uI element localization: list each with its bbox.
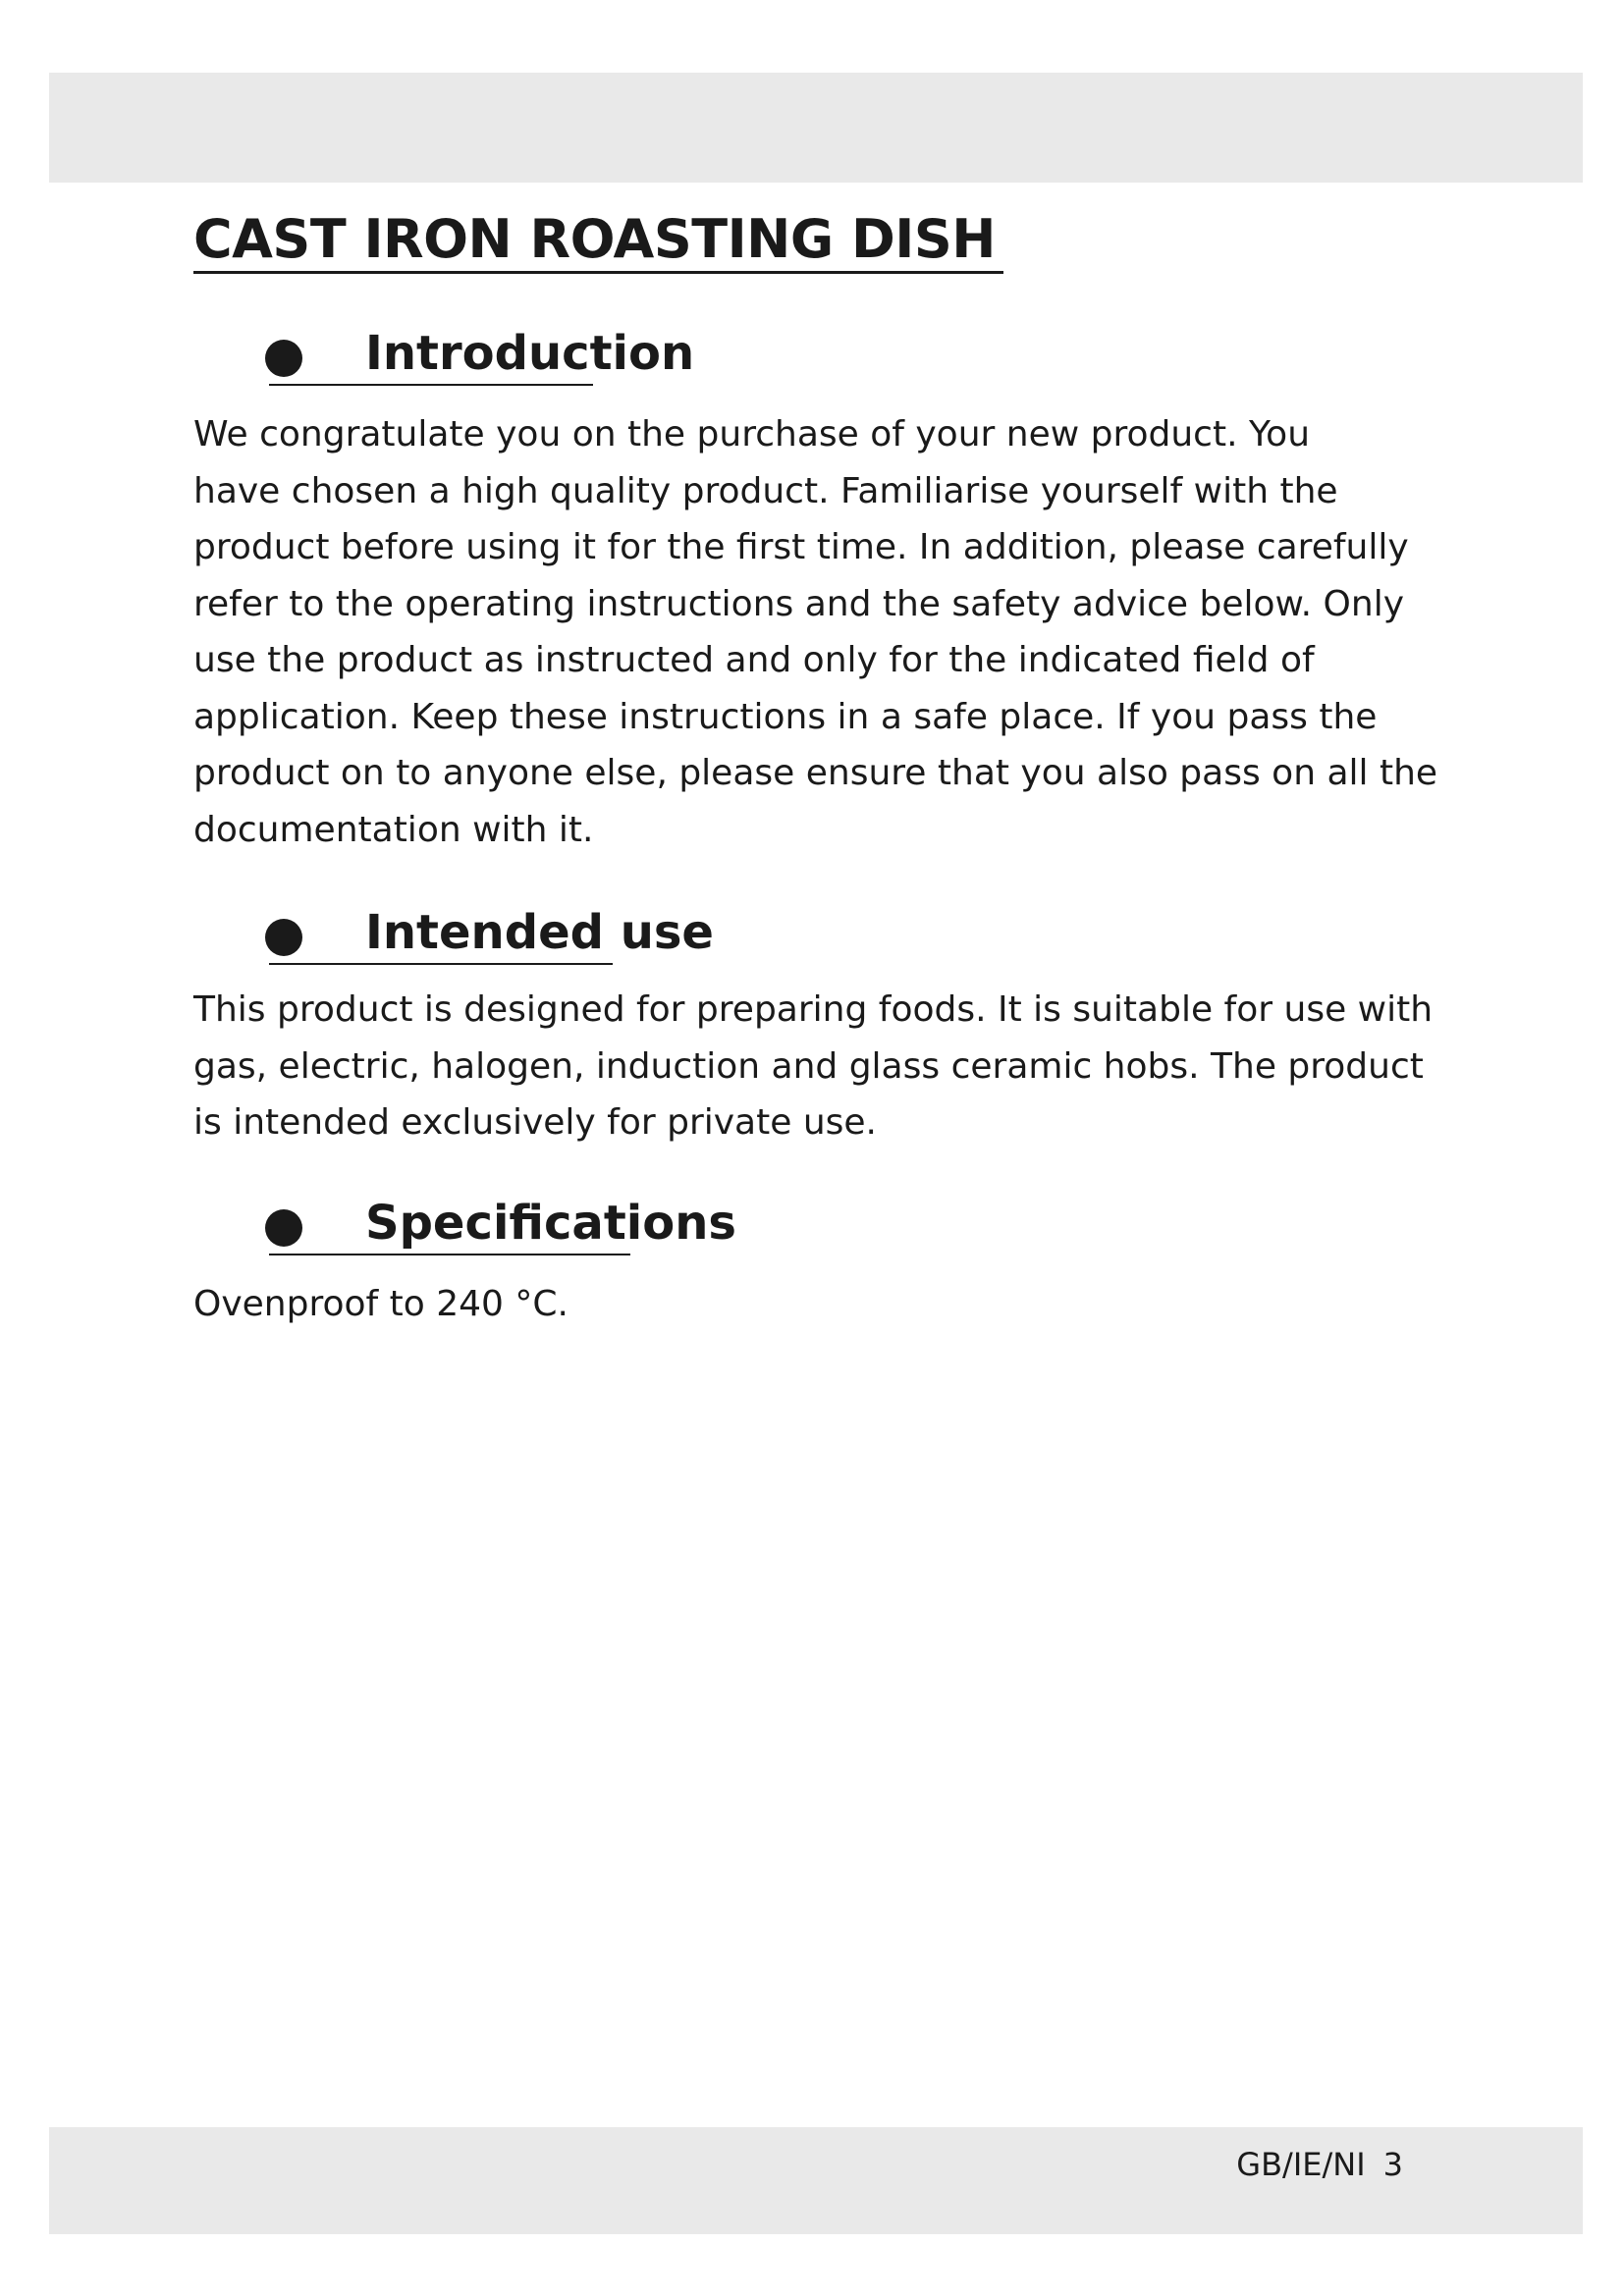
section-underline — [269, 1254, 630, 1255]
section-heading-specifications — [0, 1192, 1624, 1255]
title-underline — [193, 271, 1003, 274]
region-code: GB/IE/NI — [1236, 2146, 1366, 2183]
section-underline — [269, 963, 613, 965]
section-heading-intended-use — [0, 901, 1624, 964]
section-underline — [269, 384, 593, 386]
paragraph-specifications — [193, 1276, 568, 1333]
paragraph-intended-use — [193, 982, 1433, 1151]
text-line: refer to the operating instructions and the safety advice below. Only — [193, 583, 1405, 624]
text-line: This product is designed for preparing foods. It is suitable for use with — [193, 989, 1434, 1030]
bullet-dot-icon — [265, 919, 302, 956]
text-line: is intended exclusively for private use. — [193, 1102, 877, 1143]
header-band — [49, 73, 1583, 183]
text-line: gas, electric, halogen, induction and glass ceramic hobs. The product — [193, 1045, 1424, 1087]
text-line: product on to anyone else, please ensure that you also pass on all the — [193, 753, 1438, 793]
section-title-introduction: Introduction — [365, 326, 695, 381]
section-title-specifications: Specifications — [365, 1196, 736, 1251]
section-title-intended-use: Intended use — [365, 905, 714, 960]
text-line: Ovenproof to 240 °C. — [193, 1284, 568, 1324]
text-line: product before using it for the first time. In addition, please carefully — [193, 527, 1409, 567]
text-line: application. Keep these instructions in a safe place. If you pass the — [193, 696, 1378, 737]
page-footer — [1236, 2143, 1403, 2186]
text-line: documentation with it. — [193, 809, 594, 850]
text-line: use the product as instructed and only for the indicated field of — [193, 640, 1315, 680]
page-number: 3 — [1382, 2146, 1403, 2183]
bullet-dot-icon — [265, 340, 302, 377]
section-heading-introduction — [0, 322, 1624, 385]
text-line: We congratulate you on the purchase of your new product. You — [193, 414, 1311, 454]
paragraph-introduction — [193, 406, 1437, 858]
text-line: have chosen a high quality product. Familiarise yourself with the — [193, 470, 1338, 511]
bullet-dot-icon — [265, 1209, 302, 1247]
document-title: CAST IRON ROASTING DISH — [193, 208, 996, 270]
